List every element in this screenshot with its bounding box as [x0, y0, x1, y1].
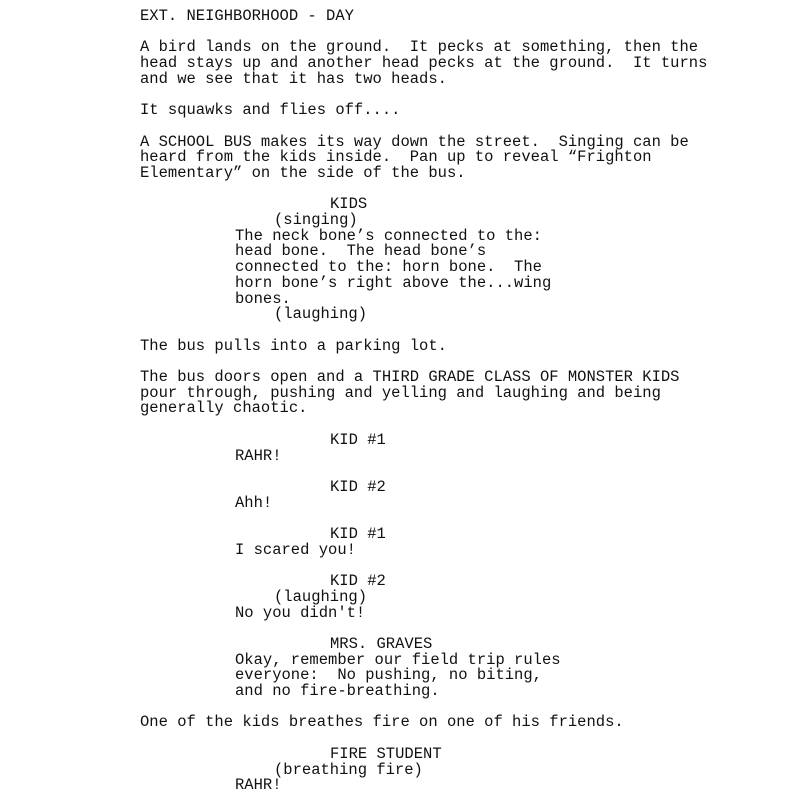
action-line: and we see that it has two heads. [140, 69, 447, 88]
parenthetical: (laughing) [274, 305, 368, 324]
action-line: generally chaotic. [140, 399, 308, 418]
action-block [140, 40, 780, 87]
action-line: It squawks and flies off.... [140, 101, 401, 120]
character-name: KIDS [330, 195, 368, 214]
action-line: A bird lands on the ground. It pecks at something, then the [140, 38, 699, 57]
dialogue-block [140, 197, 780, 323]
action-block [140, 370, 780, 417]
dialogue-block [140, 634, 780, 701]
screenplay-page [140, 9, 780, 810]
dialogue-block [140, 744, 780, 795]
action-block [140, 715, 780, 731]
dialogue-line: and no fire-breathing. [235, 682, 440, 701]
dialogue-line: I scared you! [235, 540, 356, 559]
dialogue-line: Okay, remember our field trip rules [235, 650, 561, 669]
dialogue-block [140, 527, 780, 558]
action-line: One of the kids breathes fire on one of his friends. [140, 713, 624, 732]
parenthetical: (breathing fire) [274, 760, 423, 779]
action-line: head stays up and another head pecks at the ground. It turns [140, 54, 708, 73]
parenthetical: (laughing) [274, 587, 368, 606]
dialogue-line: No you didn't! [235, 603, 366, 622]
action-block [140, 103, 780, 119]
dialogue-line: horn bone’s right above the...wing [235, 273, 552, 292]
action-line: The bus pulls into a parking lot. [140, 336, 447, 355]
action-block [140, 132, 780, 182]
action-line: heard from the kids inside. Pan up to reveal “Frighton [140, 148, 652, 167]
scene-heading [140, 9, 780, 25]
character-name: KID #1 [330, 525, 386, 544]
character-name: KID #2 [330, 572, 386, 591]
dialogue-line: Ahh! [235, 493, 273, 512]
dialogue-block [140, 477, 780, 512]
action-block [140, 336, 780, 355]
character-name: KID #1 [330, 430, 386, 449]
dialogue-line: The neck bone’s connected to the: [235, 226, 542, 245]
dialogue-line: RAHR! [235, 776, 282, 795]
scene-heading-line: EXT. NEIGHBORHOOD - DAY [140, 7, 354, 25]
character-name: FIRE STUDENT [330, 744, 442, 763]
action-line: A SCHOOL BUS makes its way down the street. Singing can be [140, 132, 689, 151]
dialogue-line: everyone: No pushing, no biting, [235, 666, 542, 685]
action-line: Elementary” on the side of the bus. [140, 163, 466, 182]
dialogue-line: bones. [235, 289, 291, 308]
dialogue-line: connected to the: horn bone. The [235, 258, 542, 277]
character-name: KID #2 [330, 477, 386, 496]
dialogue-line: RAHR! [235, 446, 282, 465]
dialogue-line: head bone. The head bone’s [235, 242, 487, 261]
dialogue-block [140, 430, 780, 465]
character-name: MRS. GRAVES [330, 634, 433, 653]
dialogue-block [140, 574, 780, 621]
action-line: pour through, pushing and yelling and laughing and being [140, 383, 661, 402]
action-line: The bus doors open and a THIRD GRADE CLASS OF MONSTER KIDS [140, 368, 680, 387]
parenthetical: (singing) [274, 211, 358, 230]
